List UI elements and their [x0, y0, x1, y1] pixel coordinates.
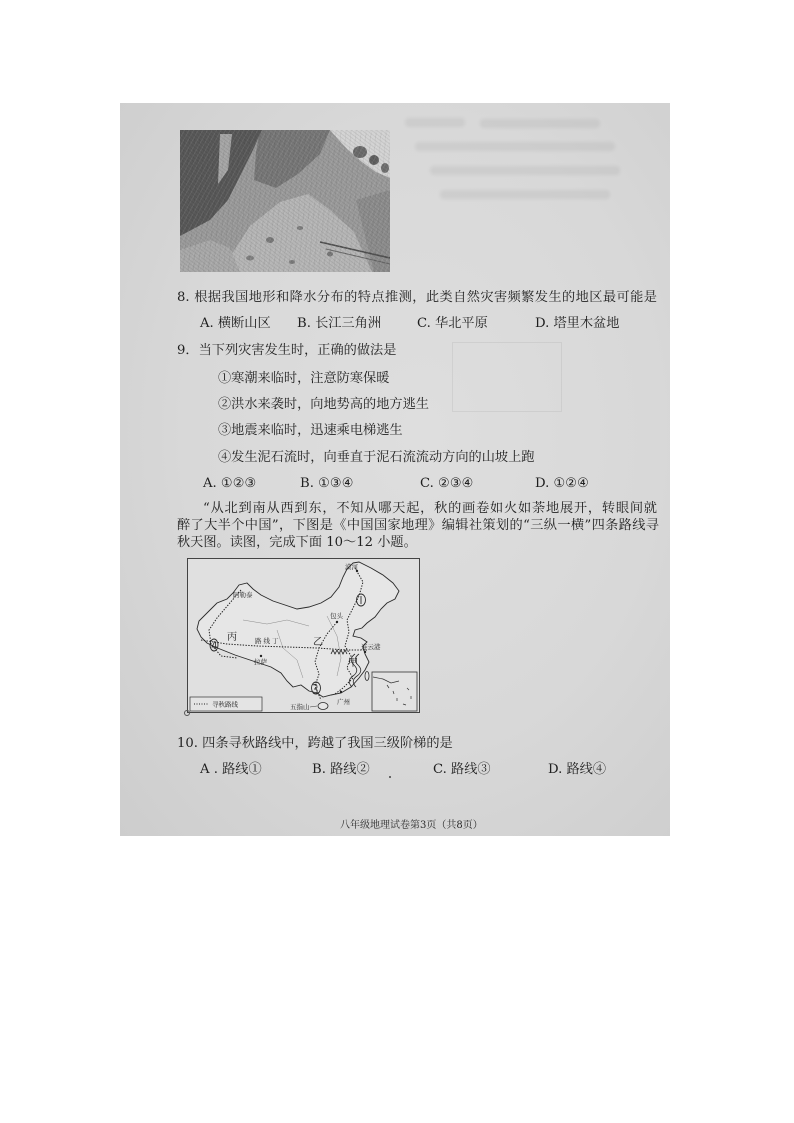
city-dot: [340, 691, 342, 693]
ink-speck: [184, 710, 190, 716]
bleed-through-smudge: [405, 118, 465, 127]
bleed-through-smudge: [415, 142, 615, 151]
label-route-ding: 路线丁: [255, 637, 281, 645]
q9-option-b: B. ①③④: [300, 476, 354, 491]
q9-item-3: ③地震来临时，迅速乘电梯逃生: [218, 423, 403, 438]
q10-option-d: D. 路线④: [548, 762, 607, 777]
passage-line-1: “从北到南从西到东，不知从哪天起，秋的画卷如火如荼地展开，转眼间就: [203, 501, 657, 516]
bleed-through-smudge: [440, 190, 610, 199]
bleed-through-smudge: [480, 119, 600, 128]
q8-option-b: B. 长江三角洲: [297, 316, 382, 331]
passage-line-2: 醉了大半个中国”，下图是《中国国家地理》编辑社策划的“三纵一横”四条路线寻: [177, 518, 659, 533]
legend-label: 寻秋路线: [212, 700, 238, 709]
taiwan-island: [365, 672, 369, 681]
city-dot: [260, 655, 262, 657]
q9-option-a: A. ①②③: [203, 476, 257, 491]
photo-grain: [180, 130, 390, 272]
bleed-through-smudge: [430, 166, 620, 175]
label-lasa: 拉萨: [254, 658, 267, 666]
q9-stem: 9．当下列灾害发生时，正确的做法是: [177, 343, 397, 358]
bleed-through-box: [452, 342, 562, 412]
q9-option-d: D. ①②④: [535, 476, 589, 491]
q8-option-d: D. 塔里木盆地: [535, 316, 620, 331]
q8-option-c: C. 华北平原: [417, 316, 488, 331]
q9-item-1: ①寒潮来临时，注意防寒保暖: [218, 371, 390, 386]
ink-speck: [389, 776, 391, 778]
q10-stem: 10. 四条寻秋路线中，跨越了我国三级阶梯的是: [177, 736, 453, 751]
label-bing: 丙: [227, 632, 237, 643]
q8-stem: 8. 根据我国地形和降水分布的特点推测，此类自然灾害频繁发生的地区最可能是: [177, 290, 657, 305]
label-yi: 乙: [313, 637, 323, 648]
page-footer: 八年级地理试卷第3页（共8页）: [340, 820, 483, 831]
label-guangzhou: 广州: [337, 698, 350, 706]
map-drawing: [187, 558, 420, 713]
q8-option-a: A. 横断山区: [200, 316, 271, 331]
label-aletai: 阿勒泰: [233, 591, 253, 599]
q10-option-a: A . 路线①: [200, 762, 262, 777]
q9-item-4: ④发生泥石流时，向垂直于泥石流流动方向的山坡上跑: [218, 450, 535, 465]
q10-option-b: B. 路线②: [312, 762, 370, 777]
q9-option-c: C. ②③④: [420, 476, 474, 491]
disaster-photo: [180, 130, 390, 272]
city-dot: [336, 621, 338, 623]
q10-option-c: C. 路线③: [433, 762, 491, 777]
hainan-island: [318, 703, 328, 710]
label-baotou: 包头: [330, 612, 343, 620]
autumn-routes-map: [187, 558, 420, 713]
label-wuzhishan: 五指山: [290, 703, 310, 711]
q9-item-2: ②洪水来袭时，向地势高的地方逃生: [218, 397, 429, 412]
label-mohe: 漠河: [345, 563, 358, 571]
city-dot: [364, 651, 366, 653]
passage-line-3: 秋天图。读图，完成下面 10～12 小题。: [177, 535, 417, 550]
label-lianyungang: 连云港: [361, 643, 381, 651]
label-jia: 甲: [348, 658, 358, 669]
